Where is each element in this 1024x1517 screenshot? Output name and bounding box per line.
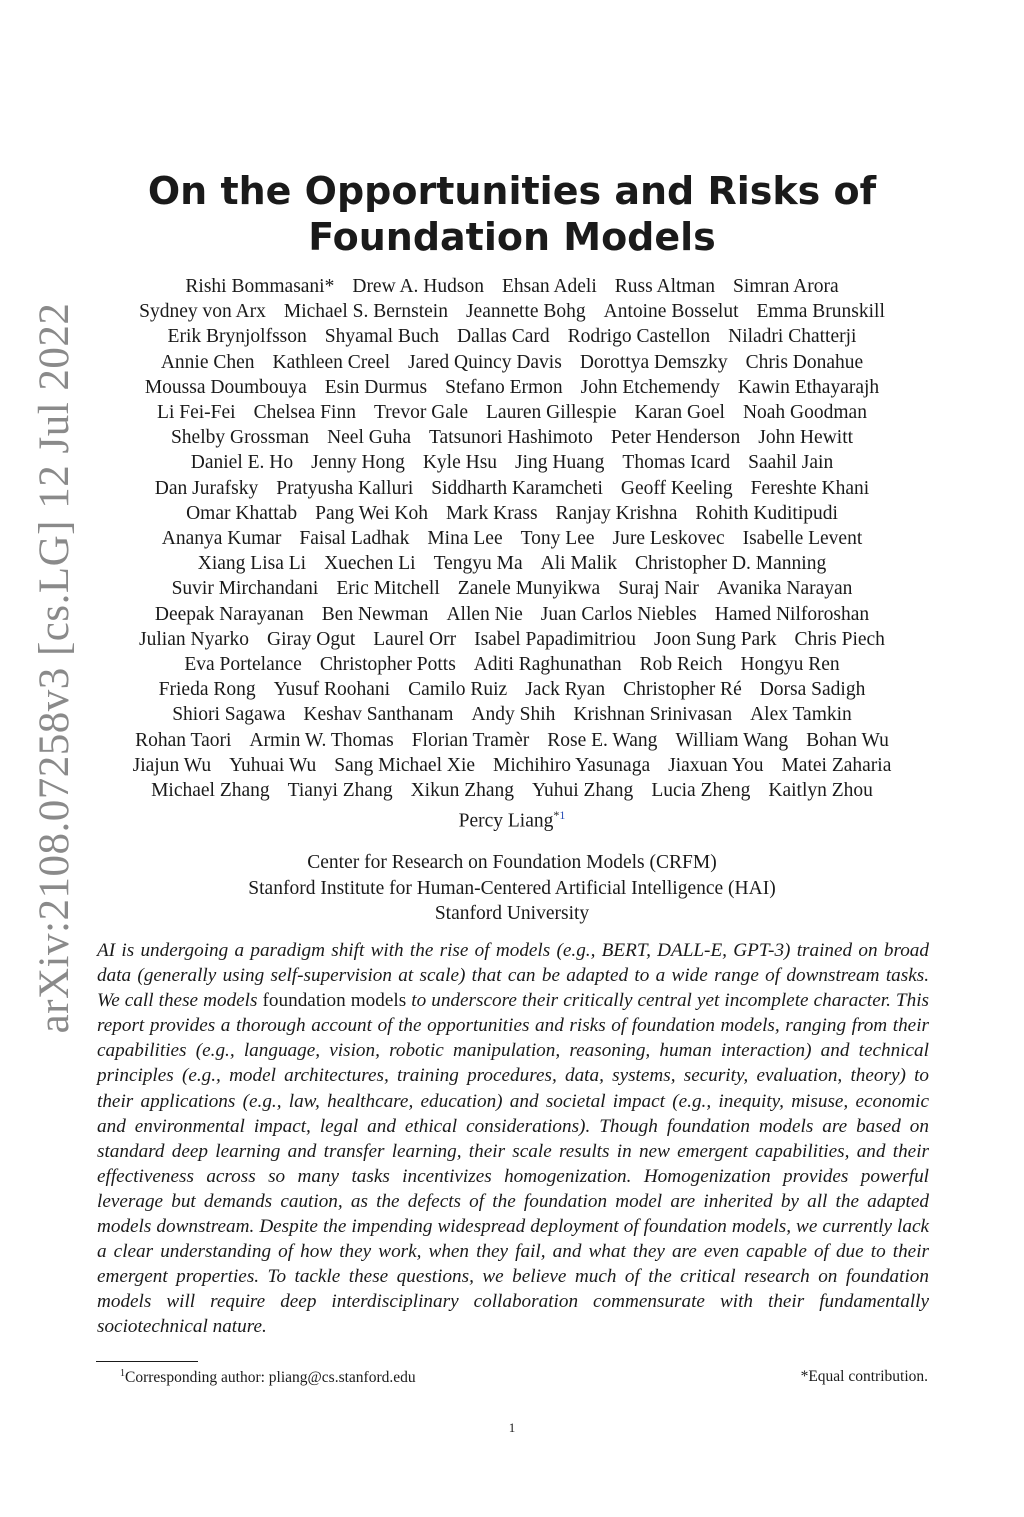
author-name: Tatsunori Hashimoto [429, 427, 593, 449]
author-name: Ananya Kumar [161, 528, 282, 550]
author-name: Tony Lee [520, 528, 595, 550]
author-name: Zanele Munyikwa [457, 578, 601, 600]
author-name: Xuechen Li [324, 553, 416, 575]
author-name: Florian Tramèr [411, 729, 530, 751]
author-name: Dallas Card [457, 326, 550, 348]
author-name: Shiori Sagawa [172, 704, 286, 726]
author-name: Siddharth Karamcheti [431, 477, 603, 499]
author-name: Joon Sung Park [654, 628, 777, 650]
author-name: Yuhui Zhang [532, 780, 634, 802]
author-name: Christopher Ré [623, 679, 742, 701]
author-name: Noah Goodman [742, 402, 867, 424]
author-name: Li Fei-Fei [157, 402, 236, 424]
author-name: Rohan Taori [135, 729, 232, 751]
affiliation-crfm: Center for Research on Foundation Models (CRFM) [307, 852, 717, 873]
author-line [80, 576, 944, 601]
arxiv-identifier-stamp: arXiv:2108.07258v3 [cs.LG] 12 Jul 2022 [31, 302, 78, 1034]
author-name: Yuhuai Wu [229, 754, 317, 776]
author-line [80, 526, 944, 551]
author-name: Ranjay Krishna [555, 502, 678, 524]
author-name: John Hewitt [758, 427, 854, 449]
author-line [80, 627, 944, 652]
author-name: Simran Arora [733, 276, 839, 297]
author-name: Frieda Rong [158, 679, 256, 701]
author-name: Eva Portelance [184, 654, 302, 676]
author-name: Christopher D. Manning [635, 553, 827, 575]
author-name: Russ Altman [614, 276, 715, 297]
author-line [80, 652, 944, 677]
author-name: Krishnan Srinivasan [573, 704, 733, 726]
author-name: Kaitlyn Zhou [768, 780, 873, 802]
author-name: Aditi Raghunathan [473, 654, 622, 676]
author-name: Mark Krass [446, 502, 538, 524]
affiliations [100, 850, 924, 927]
author-line [80, 425, 944, 450]
author-line [80, 324, 944, 349]
author-name: Xikun Zhang [410, 780, 515, 802]
author-name: Suraj Nair [618, 578, 699, 600]
author-line [80, 551, 944, 576]
author-name: Christopher Potts [319, 654, 456, 676]
footnote-text: Corresponding author: pliang@cs.stanford.edu [125, 1369, 416, 1387]
author-line [80, 702, 944, 727]
author-name: Rob Reich [639, 654, 723, 676]
author-name: Jeannette Bohg [465, 301, 586, 323]
author-name: Chris Piech [794, 628, 885, 650]
author-name: William Wang [675, 729, 789, 751]
author-name: Tianyi Zhang [287, 780, 393, 802]
author-name: Matei Zaharia [781, 754, 892, 776]
author-name: Thomas Icard [622, 452, 731, 474]
author-name: Michael S. Bernstein [283, 301, 448, 323]
affiliation-stanford: Stanford University [434, 903, 590, 924]
author-name: Sang Michael Xie [334, 754, 476, 776]
author-name: Neel Guha [327, 427, 411, 449]
author-marks [553, 808, 565, 822]
author-name: Faisal Ladhak [299, 528, 410, 550]
author-name: Tengyu Ma [433, 553, 523, 575]
author-name: Dorsa Sadigh [759, 679, 866, 701]
author-name: Allen Nie [446, 603, 523, 625]
author-name: Esin Durmus [324, 376, 428, 398]
footnote-equal-contribution: *Equal contribution. [800, 1368, 928, 1385]
author-name: Stefano Ermon [445, 376, 563, 398]
author-name: Hongyu Ren [740, 654, 840, 676]
author-name: Michael Zhang [151, 780, 270, 802]
author-name: Mina Lee [427, 528, 503, 550]
author-name: Jenny Hong [311, 452, 405, 474]
author-name: Jure Leskovec [612, 528, 725, 550]
author-name: Kyle Hsu [422, 452, 498, 474]
author-name: Daniel E. Ho [190, 452, 294, 474]
author-name: Julian Nyarko [139, 628, 249, 650]
author-name: Rohith Kuditipudi [695, 502, 838, 524]
author-name: Emma Brunskill [756, 301, 885, 323]
author-line [80, 274, 944, 299]
author-line [80, 375, 944, 400]
author-name: Isabel Papadimitriou [474, 628, 637, 650]
author-name: Ehsan Adeli [501, 276, 597, 297]
author-name-corresponding [459, 803, 566, 834]
footnote-corresponding-author [120, 1368, 416, 1387]
author-name: Annie Chen [160, 351, 255, 373]
author-name: Shyamal Buch [324, 326, 440, 348]
author-name: Jing Huang [515, 452, 605, 474]
author-name: Moussa Doumbouya [144, 376, 307, 398]
author-name: Omar Khattab [186, 502, 298, 524]
author-line [80, 753, 944, 778]
author-line [80, 299, 944, 324]
abstract-part-2: to underscore their critically central yet incomplete character. This report provides a thorough account of the opportunities and risks of foundation models, ranging from their capabilities (e.g., language, vision, robotic manipulation, reasoning, human interaction) and technical principles (e.g., model architectures, training procedures, data, systems, security, evaluation, theory) to their applications (e.g., law, healthcare, education) and societal impact (e.g., inequity, misuse, economic and environmental impact, legal and ethical considerations). Though foundation models are based on standard deep learning and transfer learning, their scale results in new emergent capabilities, and their effectiveness across so many tasks incentivizes homogenization. Homogenization provides powerful leverage but demands caution, as the defects of the foundation model are inherited by all the adapted models downstream. Despite the impending widespread deployment of foundation models, we currently lack a clear understanding of how they work, when they fail, and what they are even capable of due to their emergent properties. To tackle these questions, we believe much of the critical research on foundation models will require deep interdisciplinary collaboration commensurate with their fundamentally sociotechnical nature. [97, 990, 929, 1338]
author-list [80, 274, 944, 834]
author-name: Pang Wei Koh [315, 502, 429, 524]
author-name: Suvir Mirchandani [171, 578, 319, 600]
author-name: Giray Ogut [266, 628, 356, 650]
author-line [80, 778, 944, 803]
author-name: Camilo Ruiz [408, 679, 508, 701]
author-name: Armin W. Thomas [249, 729, 394, 751]
author-name: Kawin Ethayarajh [737, 376, 880, 398]
author-line [80, 476, 944, 501]
author-name: Dorottya Demszky [579, 351, 728, 373]
author-name: Sydney von Arx [139, 301, 266, 323]
author-name: Chelsea Finn [253, 402, 356, 424]
abstract-part-1: AI is undergoing a paradigm shift with the rise of models (e.g., BERT, DALL-E, GPT-3) trained on broad data (generally using self-supervision at scale) that can be adapted to a wide range of downstream tasks. We call these models [97, 940, 929, 1012]
author-name: Eric Mitchell [336, 578, 440, 600]
author-name: Karan Goel [634, 402, 725, 424]
author-name: Pratyusha Kalluri [276, 477, 414, 499]
footnote-marker: 1 [120, 1368, 125, 1379]
author-name: Dan Jurafsky [154, 477, 259, 499]
author-name: Rishi Bommasani* [185, 276, 335, 297]
author-name: Jiajun Wu [132, 754, 212, 776]
author-name: Drew A. Hudson [352, 276, 484, 297]
page-number: 1 [508, 1420, 516, 1435]
author-line [80, 350, 944, 375]
author-name: Isabelle Levent [742, 528, 863, 550]
author-name: Hamed Nilforoshan [714, 603, 870, 625]
author-name: Juan Carlos Niebles [540, 603, 697, 625]
author-name: Chris Donahue [745, 351, 864, 373]
footnote-link[interactable]: 1 [559, 808, 566, 823]
corresponding-author-name: Percy Liang [458, 810, 554, 832]
footnote-divider [96, 1361, 198, 1362]
author-name: Rodrigo Castellon [567, 326, 711, 348]
author-name: Deepak Narayanan [154, 603, 304, 625]
affiliation-hai: Stanford Institute for Human-Centered Artificial Intelligence (HAI) [248, 877, 776, 899]
author-name: Shelby Grossman [170, 427, 310, 449]
author-name: Saahil Jain [748, 452, 834, 474]
author-name: Keshav Santhanam [303, 704, 454, 726]
abstract-term: foundation models [262, 990, 407, 1012]
title-line-2: Foundation Models [308, 215, 716, 259]
author-name: Fereshte Khani [750, 477, 870, 499]
paper-title [100, 168, 924, 260]
author-name: Lauren Gillespie [486, 402, 617, 424]
author-line [80, 501, 944, 526]
author-name: Alex Tamkin [750, 704, 852, 726]
author-line [80, 602, 944, 627]
author-name: Avanika Narayan [716, 578, 853, 600]
equal-contribution-mark: * [553, 808, 560, 823]
author-name: Erik Brynjolfsson [167, 326, 307, 348]
author-name: Xiang Lisa Li [197, 553, 307, 575]
author-name: Trevor Gale [373, 402, 469, 424]
author-name: Bohan Wu [806, 729, 889, 751]
author-line [80, 677, 944, 702]
author-name: Niladri Chatterji [728, 326, 857, 348]
author-name: Ali Malik [540, 553, 618, 575]
author-name: Antoine Bosselut [603, 301, 739, 323]
author-name: Jiaxuan You [668, 754, 764, 776]
author-name: Rose E. Wang [547, 729, 658, 751]
author-line [80, 400, 944, 425]
author-line [80, 803, 944, 834]
author-name: John Etchemendy [580, 376, 720, 398]
author-name: Jared Quincy Davis [408, 351, 562, 373]
author-name: Kathleen Creel [272, 351, 391, 373]
author-line [80, 450, 944, 475]
author-name: Ben Newman [321, 603, 429, 625]
author-name: Geoff Keeling [620, 477, 733, 499]
author-name: Lucia Zheng [651, 780, 751, 802]
abstract [97, 938, 929, 1340]
author-name: Michihiro Yasunaga [493, 754, 651, 776]
title-line-1: On the Opportunities and Risks of [147, 169, 877, 213]
author-name: Andy Shih [471, 704, 556, 726]
author-name: Peter Henderson [610, 427, 741, 449]
author-name: Laurel Orr [373, 628, 457, 650]
author-name: Yusuf Roohani [273, 679, 391, 701]
author-line [80, 728, 944, 753]
author-name: Jack Ryan [525, 679, 606, 701]
